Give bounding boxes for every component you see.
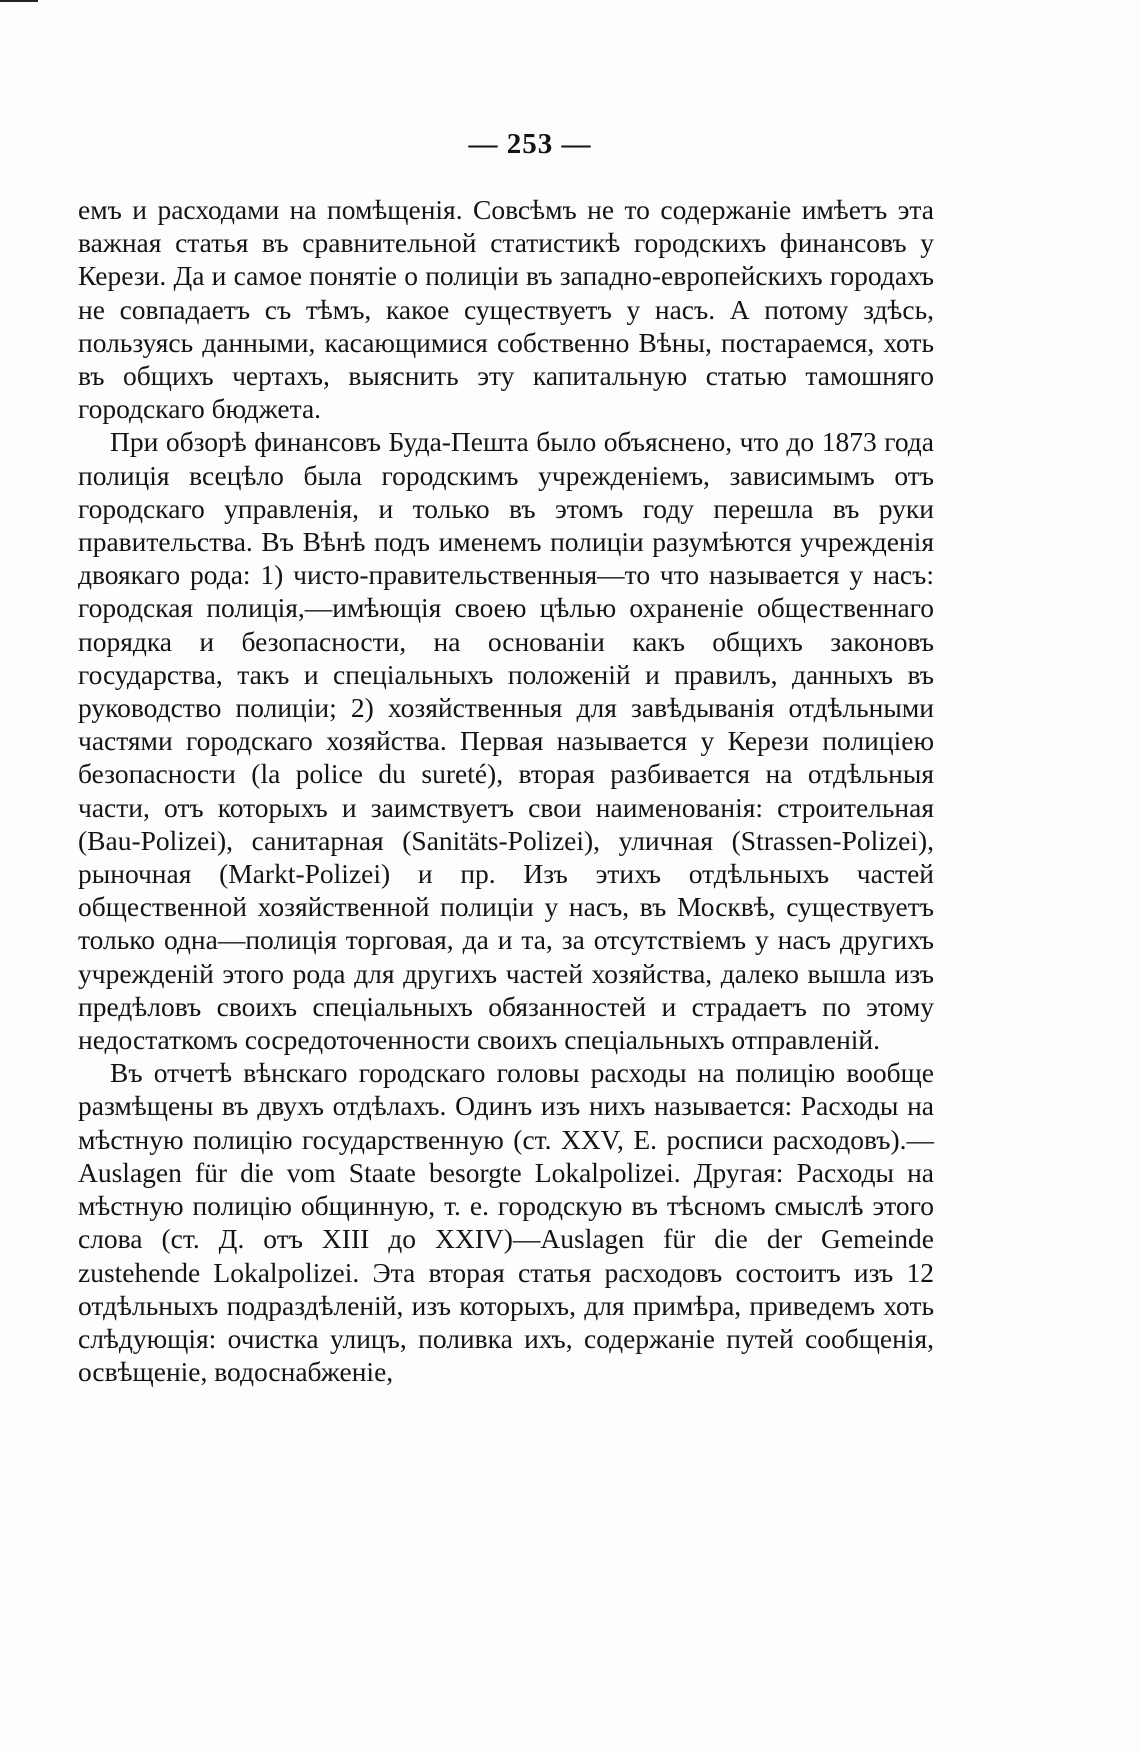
- paragraph-3: Въ отчетѣ вѣнскаго городскаго головы расходы на полицію вообще размѣщены въ двухъ отдѣлахъ. Одинъ изъ нихъ называется: Расходы на мѣстную полицію государственную (ст. XXV, Е. росписи расходовъ).—Auslagen für die vom Staate besorgte Lokalpolizei. Другая: Расходы на мѣстную полицію общинную, т. е. городскую въ тѣсномъ смыслѣ этого слова (ст. Д. отъ XIII до XXIV)—Auslagen für die der Gemeinde zustehende Lokalpolizei. Эта вторая статья расходовъ состоитъ изъ 12 отдѣльныхъ подраздѣленій, изъ которыхъ, для примѣра, приведемъ хоть слѣдующія: очистка улицъ, поливка ихъ, содержаніе путей сообщенія, освѣщеніе, водоснабженіе,: [78, 1057, 934, 1388]
- body-text: [78, 193, 934, 1388]
- page-number: — 253 —: [468, 128, 592, 160]
- scan-edge-mark: [0, 0, 38, 2]
- paragraph-2: При обзорѣ финансовъ Буда-Пешта было объяснено, что до 1873 года полиція всецѣло была городскимъ учрежденіемъ, зависимымъ отъ городскаго управленія, и только въ этомъ году перешла въ руки правительства. Въ Вѣнѣ подъ именемъ полиціи разумѣются учрежденія двоякаго рода: 1) чисто-правительственныя—то что называется у насъ: городская полиція,—имѣющія своею цѣлью охраненіе общественнаго порядка и безопасности, на основаніи какъ общихъ законовъ государства, такъ и спеціальныхъ положеній и правилъ, данныхъ въ руководство полиціи; 2) хозяйственныя для завѣдыванія отдѣльными частями городскаго хозяйства. Первая называется у Керези полиціею безопасности (la police du sureté), вторая разбивается на отдѣльныя части, отъ которыхъ и заимствуетъ свои наименованія: строительная (Bau-Polizei), санитарная (Sanitäts-Polizei), уличная (Strassen-Polizei), рыночная (Markt-Polizei) и пр. Изъ этихъ отдѣльныхъ частей общественной хозяйственной полиціи у насъ, въ Москвѣ, существуетъ только одна—полиція торговая, да и та, за отсутствіемъ у насъ другихъ учрежденій этого рода для другихъ частей хозяйства, далеко вышла изъ предѣловъ своихъ спеціальныхъ обязанностей и страдаетъ по этому недостаткомъ сосредоточенности своихъ спеціальныхъ отправленій.: [78, 426, 934, 1056]
- paragraph-1: емъ и расходами на помѣщенія. Совсѣмъ не то содержаніе имѣетъ эта важная статья въ сравнительной статистикѣ городскихъ финансовъ у Керези. Да и самое понятіе о полиціи въ западно-европейскихъ городахъ не совпадаетъ съ тѣмъ, какое существуетъ у насъ. А потому здѣсь, пользуясь данными, касающимися собственно Вѣны, постараемся, хоть въ общихъ чертахъ, выяснить эту капитальную статью тамошняго городскаго бюджета.: [78, 194, 934, 425]
